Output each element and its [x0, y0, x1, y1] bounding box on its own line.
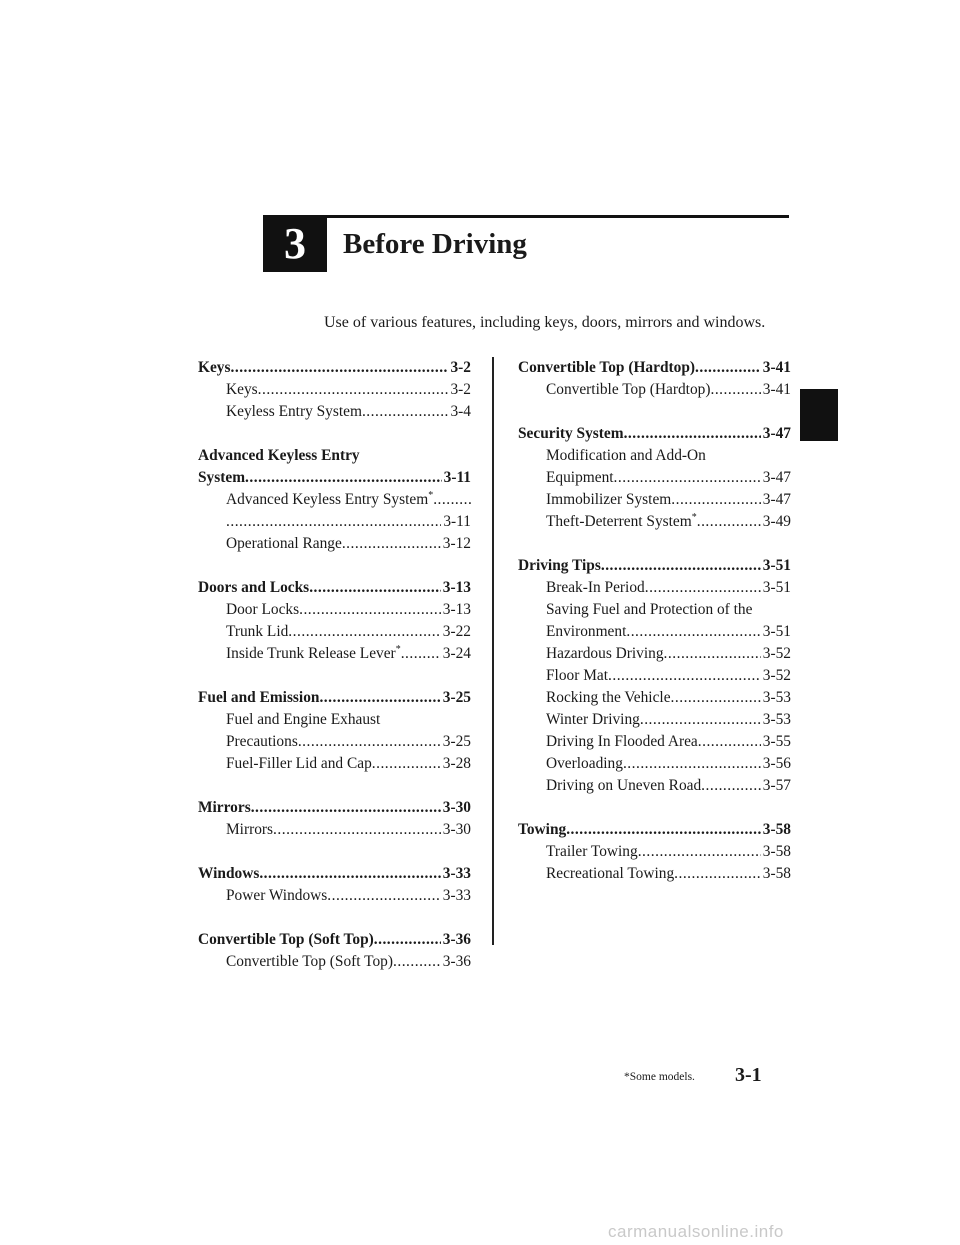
toc-heading[interactable]: Towing ..... 3-58	[518, 819, 791, 841]
toc-heading[interactable]: Convertible Top (Hardtop) ..... 3-41	[518, 357, 791, 379]
toc-heading[interactable]: Convertible Top (Soft Top) ..... 3-36	[198, 929, 471, 951]
chapter-number-box	[263, 215, 327, 272]
toc-entry-line[interactable]: Saving Fuel and Protection of the	[546, 601, 753, 618]
toc-heading[interactable]: Doors and Locks ..... 3-13	[198, 577, 471, 599]
chapter-number: 3	[284, 219, 306, 268]
toc-entry[interactable]: Theft-Deterrent System* ..... 3-49	[518, 511, 791, 533]
toc-entry[interactable]: Convertible Top (Hardtop) ..... 3-41	[518, 379, 791, 401]
toc-section-mirrors	[198, 797, 471, 841]
toc-entry[interactable]: Trailer Towing ..... 3-58	[518, 841, 791, 863]
toc-section-security-system	[518, 423, 791, 533]
toc-heading[interactable]: System ..... 3-11	[198, 467, 471, 489]
toc-entry[interactable]: Break-In Period ..... 3-51	[518, 577, 791, 599]
toc-section-advanced-keyless-entry	[198, 445, 471, 555]
toc-column-right	[518, 357, 791, 907]
toc-entry-continuation[interactable]: ..... 3-11	[198, 511, 471, 533]
toc-entry[interactable]: Recreational Towing ..... 3-58	[518, 863, 791, 885]
toc-entry[interactable]: Winter Driving ..... 3-53	[518, 709, 791, 731]
toc-section-convertible-hardtop	[518, 357, 791, 401]
toc-heading[interactable]: Driving Tips ..... 3-51	[518, 555, 791, 577]
some-models-mark: *	[691, 512, 697, 523]
column-divider	[492, 357, 494, 945]
toc-entry[interactable]: Trunk Lid ..... 3-22	[198, 621, 471, 643]
chapter-subtitle: Use of various features, including keys, doors, mirrors and windows.	[324, 314, 766, 331]
chapter-tab-marker	[800, 389, 838, 441]
toc-heading-line[interactable]: Advanced Keyless Entry	[198, 447, 360, 464]
toc-section-towing	[518, 819, 791, 885]
toc-section-driving-tips	[518, 555, 791, 797]
toc-entry[interactable]: Door Locks ..... 3-13	[198, 599, 471, 621]
chapter-rule	[327, 215, 789, 218]
page-number: 3-1	[735, 1064, 762, 1086]
toc-entry[interactable]: Mirrors ..... 3-30	[198, 819, 471, 841]
toc-heading[interactable]: Security System ..... 3-47	[518, 423, 791, 445]
toc-entry[interactable]: Immobilizer System ..... 3-47	[518, 489, 791, 511]
toc-entry[interactable]: Environment ..... 3-51	[518, 621, 791, 643]
toc-entry-line[interactable]: Modification and Add-On	[546, 447, 706, 464]
footnote-some-models: *Some models.	[624, 1071, 695, 1083]
toc-entry[interactable]: Hazardous Driving ..... 3-52	[518, 643, 791, 665]
toc-entry[interactable]: Advanced Keyless Entry System* .....	[198, 489, 471, 511]
toc-heading[interactable]: Keys ..... 3-2	[198, 357, 471, 379]
toc-entry[interactable]: Precautions ..... 3-25	[198, 731, 471, 753]
some-models-mark: *	[395, 644, 401, 655]
toc-heading[interactable]: Fuel and Emission ..... 3-25	[198, 687, 471, 709]
toc-entry[interactable]: Floor Mat ..... 3-52	[518, 665, 791, 687]
toc-entry[interactable]: Convertible Top (Soft Top) ..... 3-36	[198, 951, 471, 973]
toc-entry[interactable]: Driving In Flooded Area ..... 3-55	[518, 731, 791, 753]
toc-entry[interactable]: Fuel-Filler Lid and Cap ..... 3-28	[198, 753, 471, 775]
watermark-text: carmanualsonline.info	[608, 1222, 784, 1241]
toc-entry[interactable]: Equipment ..... 3-47	[518, 467, 791, 489]
toc-entry[interactable]: Keys ..... 3-2	[198, 379, 471, 401]
toc-section-windows	[198, 863, 471, 907]
toc-entry[interactable]: Keyless Entry System ..... 3-4	[198, 401, 471, 423]
some-models-mark: *	[428, 490, 434, 501]
toc-section-doors-and-locks	[198, 577, 471, 665]
toc-heading[interactable]: Mirrors ..... 3-30	[198, 797, 471, 819]
toc-entry[interactable]: Operational Range ..... 3-12	[198, 533, 471, 555]
toc-entry[interactable]: Driving on Uneven Road ..... 3-57	[518, 775, 791, 797]
toc-entry[interactable]: Inside Trunk Release Lever* ..... 3-24	[198, 643, 471, 665]
toc-entry[interactable]: Overloading ..... 3-56	[518, 753, 791, 775]
toc-entry-line[interactable]: Fuel and Engine Exhaust	[226, 711, 381, 728]
toc-column-left	[198, 357, 471, 995]
toc-section-convertible-soft-top	[198, 929, 471, 973]
toc-section-fuel-and-emission	[198, 687, 471, 775]
chapter-title: Before Driving	[343, 228, 527, 260]
toc-heading[interactable]: Windows ..... 3-33	[198, 863, 471, 885]
toc-section-keys	[198, 357, 471, 423]
toc-entry[interactable]: Rocking the Vehicle ..... 3-53	[518, 687, 791, 709]
toc-entry[interactable]: Power Windows ..... 3-33	[198, 885, 471, 907]
